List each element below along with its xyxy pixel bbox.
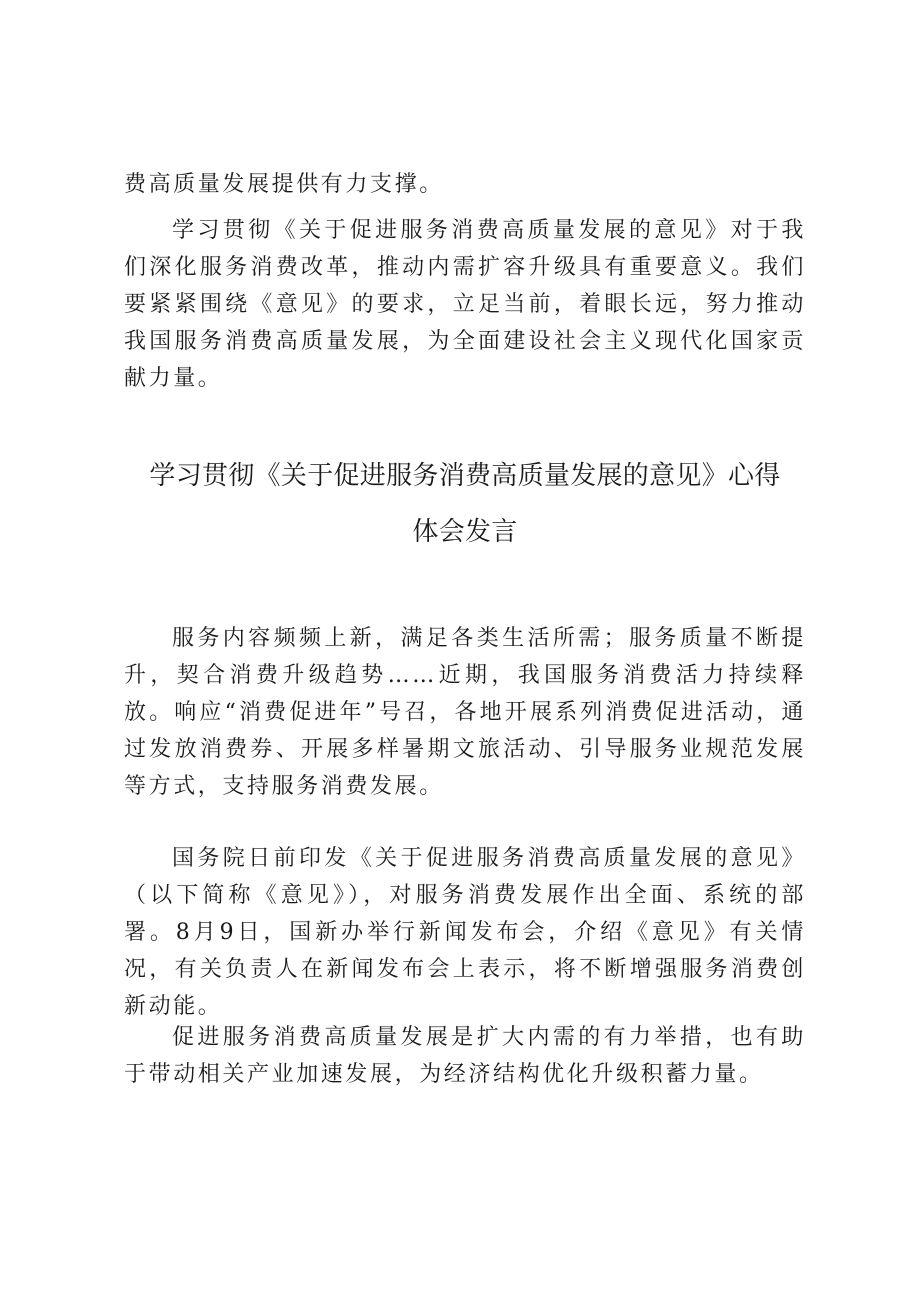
body-paragraph-1: 服务内容频频上新，满足各类生活所需；服务质量不断提升，契合消费升级趋势……近期，我国服务消费活力持续释放。响应“消费促进年”号召，各地开展系列消费促进活动，通过发放消费券、开展多样暑期文旅活动、引导服务业规范发展等方式，支持服务消费发展。 — [124, 626, 806, 799]
body-paragraph-3: 促进服务消费高质量发展是扩大内需的有力举措，也有助于带动相关产业加速发展，为经济结构优化升级积蓄力量。 — [124, 1025, 806, 1087]
article-title — [124, 448, 806, 560]
closing-paragraph: 学习贯彻《关于促进服务消费高质量发展的意见》对于我们深化服务消费改革，推动内需扩容升级具有重要意义。我们要紧紧围绕《意见》的要求，立足当前，着眼长远，努力推动我国服务消费高质量发展，为全面建设社会主义现代化国家贡献力量。 — [124, 218, 806, 391]
article-title-line-2: 体会发言 — [412, 517, 518, 547]
article-title-line-1: 学习贯彻《关于促进服务消费高质量发展的意见》心得 — [149, 461, 781, 491]
body-paragraph-2: 国务院日前印发《关于促进服务消费高质量发展的意见》（以下简称《意见》），对服务消费发展作出全面、系统的部署。8月9日，国新办举行新闻发布会，介绍《意见》有关情况，有关负责人在新闻发布会上表示，将不断增强服务消费创新动能。 — [124, 846, 806, 1019]
continuation-paragraph: 费高质量发展提供有力支撑。 — [124, 172, 444, 197]
